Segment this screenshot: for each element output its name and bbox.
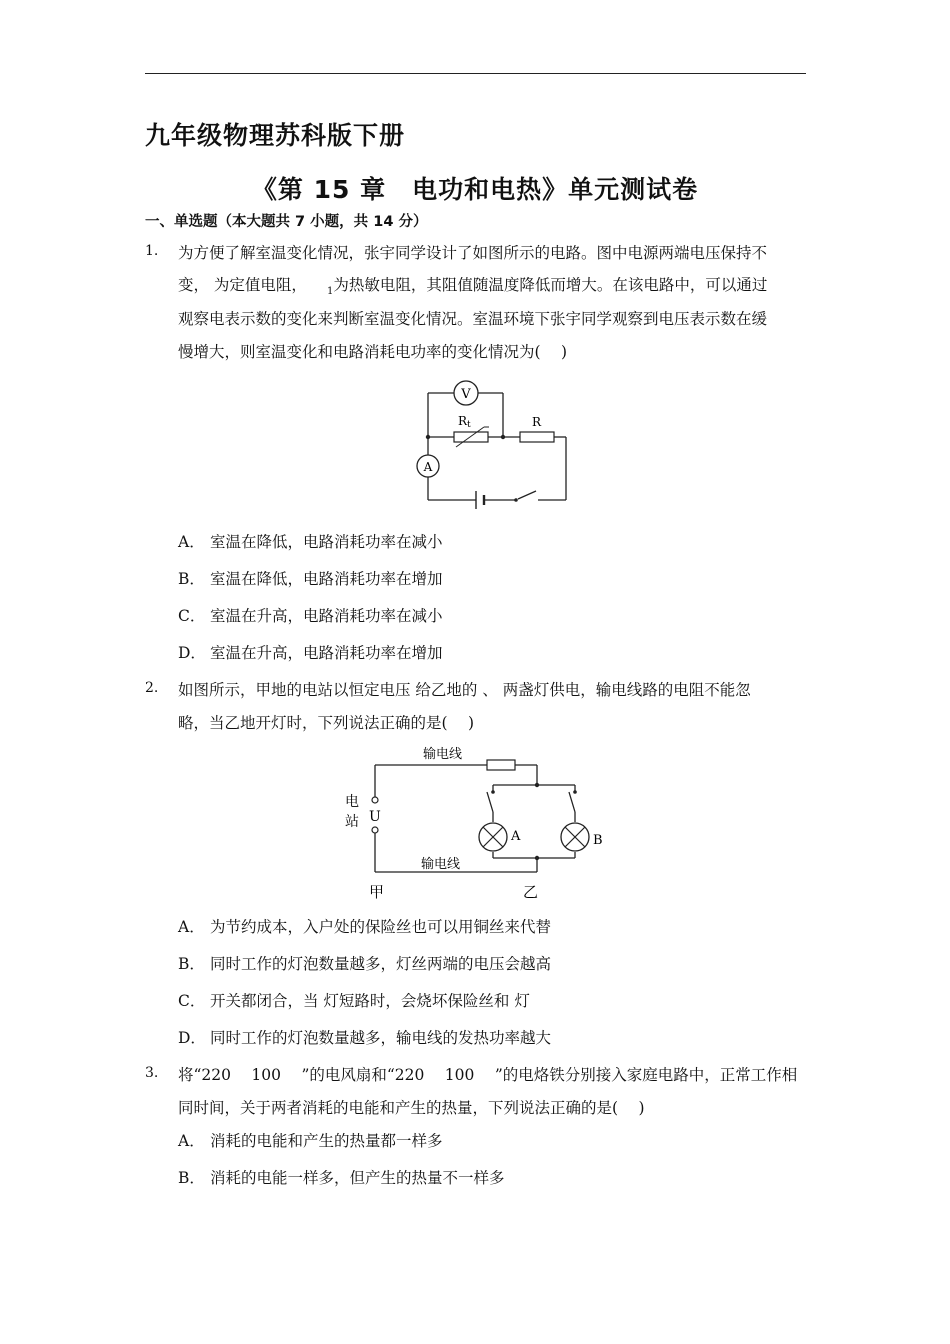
question-3-number: 3.: [145, 1065, 159, 1081]
thermistor-icon: [454, 432, 488, 442]
lamp-a-icon: [479, 823, 507, 851]
option-text: 开关都闭合，当 灯短路时，会烧坏保险丝和 灯: [210, 992, 530, 1010]
option-label: A．: [178, 533, 205, 551]
option-label: B．: [178, 1169, 205, 1187]
question-1-option-b[interactable]: [178, 567, 443, 589]
question-1-option-a[interactable]: [178, 530, 443, 552]
option-text: 消耗的电能和产生的热量都一样多: [210, 1132, 443, 1150]
question-1-line-4: 慢增大，则室温变化和电路消耗电功率的变化情况为( ): [178, 343, 568, 361]
voltage-label: U: [369, 809, 381, 825]
option-text: 为节约成本，入户处的保险丝也可以用铜丝来代替: [210, 918, 552, 936]
ammeter-label: A: [423, 460, 433, 474]
question-1-subscript: 1: [326, 286, 334, 297]
option-text: 室温在降低，电路消耗功率在减小: [210, 533, 443, 551]
switch-a-icon: [487, 792, 493, 812]
section-heading: 一、单选题（本大题共 7 小题，共 14 分）: [145, 214, 428, 230]
station-label-2: 站: [345, 814, 359, 830]
thermistor-label: Rt: [458, 414, 471, 430]
option-label: C．: [178, 607, 206, 625]
lamp-a-label: A: [511, 829, 521, 844]
voltmeter-label: V: [461, 387, 471, 402]
station-label-1: 电: [345, 794, 359, 810]
circuit-diagram-2: [335, 740, 625, 905]
question-1-line-1: 为方便了解室温变化情况，张宇同学设计了如图所示的电路。图中电源两端电压保持不: [178, 244, 768, 262]
option-text: 室温在升高，电路消耗功率在增加: [210, 644, 443, 662]
option-label: A．: [178, 1132, 205, 1150]
question-2-number: 2.: [145, 680, 159, 696]
question-1-line-2: [178, 273, 767, 295]
resistor-label: R: [532, 415, 542, 429]
option-label: D．: [178, 1029, 206, 1047]
question-3-line-1: 将“220 100 ”的电风扇和“220 100 ”的电烙铁分别接入家庭电路中，正常工作相: [178, 1066, 798, 1084]
option-label: C．: [178, 992, 206, 1010]
option-label: B．: [178, 570, 205, 588]
option-label: D．: [178, 644, 206, 662]
question-3-option-a[interactable]: [178, 1129, 443, 1151]
lamp-b-label: B: [593, 833, 603, 848]
question-2-option-c[interactable]: [178, 989, 530, 1011]
question-2-line-2: 略，当乙地开灯时，下列说法正确的是( ): [178, 714, 475, 732]
question-3-option-b[interactable]: [178, 1166, 505, 1188]
question-2-line-1: 如图所示，甲地的电站以恒定电压 给乙地的 、 两盏灯供电，输电线路的电阻不能忽: [178, 681, 751, 699]
option-text: 室温在升高，电路消耗功率在减小: [210, 607, 443, 625]
option-label: B．: [178, 955, 205, 973]
top-rule: [145, 73, 806, 74]
resistor-icon: [520, 432, 554, 442]
question-2-option-d[interactable]: [178, 1026, 551, 1048]
place-yi-label: 乙: [523, 883, 539, 901]
option-text: 室温在降低，电路消耗功率在增加: [210, 570, 443, 588]
option-text: 消耗的电能一样多，但产生的热量不一样多: [210, 1169, 505, 1187]
line-resistor-icon: [487, 760, 515, 770]
lamp-b-icon: [561, 823, 589, 851]
wire-top-label: 输电线: [423, 747, 463, 762]
switch-b-icon: [569, 792, 575, 812]
circuit-diagram-1: [410, 375, 580, 515]
question-2-option-a[interactable]: [178, 915, 551, 937]
question-1-option-d[interactable]: [178, 641, 443, 663]
option-text: 同时工作的灯泡数量越多，输电线的发热功率越大: [210, 1029, 552, 1047]
question-1-number: 1.: [145, 243, 159, 259]
main-title: 《第 15 章 电功和电热》单元测试卷: [251, 175, 699, 204]
question-1-option-c[interactable]: [178, 604, 443, 626]
question-2-option-b[interactable]: [178, 952, 551, 974]
option-label: A．: [178, 918, 205, 936]
place-jia-label: 甲: [369, 883, 385, 901]
grade-title: 九年级物理苏科版下册: [145, 121, 406, 150]
question-1-line-3: 观察电表示数的变化来判断室温变化情况。室温环境下张宇同学观察到电压表示数在缓: [178, 310, 768, 328]
switch-icon: [518, 491, 536, 499]
question-1-line-2b: 为热敏电阻，其阻值随温度降低而增大。在该电路中，可以通过: [333, 276, 768, 294]
question-3-line-2: 同时间，关于两者消耗的电能和产生的热量，下列说法正确的是( ): [178, 1099, 645, 1117]
wire-bottom-label: 输电线: [421, 857, 461, 872]
option-text: 同时工作的灯泡数量越多，灯丝两端的电压会越高: [210, 955, 552, 973]
question-1-line-2a: 变， 为定值电阻，: [178, 276, 307, 294]
